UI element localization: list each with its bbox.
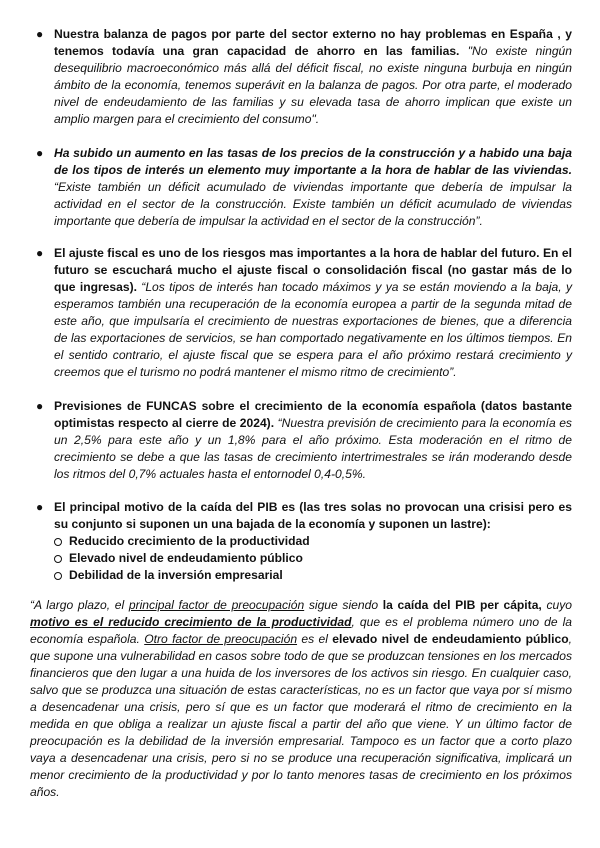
bold-phrase: elevado nivel de endeudamiento público <box>332 632 569 646</box>
hollow-bullet-icon <box>54 538 62 546</box>
bullet-dot: ● <box>36 146 44 160</box>
bullet-quote-text: “Existe también un déficit acumulado de viviendas importante que debería de impulsar la actividad en el sector de la construcción. Existe también un déficit acumulado de viviendas importante que debería de impulsar la actividad en el sector de la construcción”. <box>54 180 572 228</box>
bold-phrase: la caída del PIB per cápita, <box>382 598 542 612</box>
bullet-quote-text: “Los tipos de interés han tocado máximos y ya se están moviendo a la baja, y esperamos también una recuperación de la economía europea a partir de la segunda mitad de este año, que impulsaría el crecimiento de nuestras exportaciones de bienes, que a diferencia de las exportaciones de servicios, se han comportado negativamente en los últimos tiempos. En el sentido contrario, el ajuste fiscal que se espera para el año próximo restará crecimiento y creemos que el turismo no podrá mantener el mismo ritmo de crecimiento”. <box>54 280 572 379</box>
paragraph-text: , que es el problema número uno de la economía española. <box>30 615 572 646</box>
bullet-item-balanza <box>36 26 572 128</box>
sub-list <box>54 533 572 584</box>
bullet-dot: ● <box>36 500 44 514</box>
paragraph-text: es el <box>297 632 333 646</box>
bullet-dot: ● <box>36 27 44 41</box>
sub-list-item <box>54 567 572 584</box>
sub-list-item <box>54 550 572 567</box>
bullet-bold-text: El ajuste fiscal es uno de los riesgos mas importantes a la hora de hablar del futuro. En el futuro se escuchará mucho el ajuste fiscal o consolidación fiscal (no gastar más de lo que ingresas). <box>54 246 572 294</box>
underlined-phrase: Otro factor de preocupación <box>144 632 298 646</box>
bullet-quote-text: "No existe ningún desequilibrio macroeconómico más allá del déficit fiscal, no existe ninguna burbuja en ningún ámbito de la economía, tenemos superávit en la balanza de pagos. Por otra parte, el moderado nivel de endeudamiento de las familias y su elevada tasa de ahorro implican que existe un amplio margen para el crecimiento del consumo". <box>54 44 572 126</box>
bullet-item-funcas <box>36 398 572 483</box>
paragraph-text: sigue siendo <box>304 598 383 612</box>
sub-list-item-text: Debilidad de la inversión empresarial <box>69 568 283 582</box>
bold-underlined-phrase: motivo es el reducido crecimiento de la productividad <box>30 615 352 629</box>
sub-list-item-text: Reducido crecimiento de la productividad <box>69 534 310 548</box>
bullet-bold-text: Ha subido un aumento en las tasas de los precios de la construcción y a habido una baja de los tipos de interés un elemento muy importante a la hora de hablar de las viviendas. <box>54 146 572 177</box>
bullet-quote-text: “Nuestra previsión de crecimiento para la economía es un 2,5% para este año y un 1,8% para el año próximo. Esta moderación en el ritmo de crecimiento se debe a que las tasas de crecimiento intertrimestrales se irán moderando desde los ritmos del 0,7% actuales hasta el entornodel 0,4-0,5%. <box>54 416 572 481</box>
paragraph-text: cuyo <box>541 598 573 612</box>
bullet-dot: ● <box>36 399 44 413</box>
sub-list-item <box>54 533 572 550</box>
underlined-phrase: principal factor de preocupación <box>128 598 305 612</box>
sub-list-item-text: Elevado nivel de endeudamiento público <box>69 551 303 565</box>
hollow-bullet-icon <box>54 572 62 580</box>
paragraph-text: , que supone una vulnerabilidad en casos sobre todo de que se produzcan tensiones en los mercados financieros que den lugar a una huida de los inversores de los activos sin riesgo. En cualquier caso, salvo que se produzca una situación de estas características, no es un factor que vaya por sí mismo a desencadenar una crisis, pero sí que es un factor que moderará el ritmo de crecimiento en la medida en que obliga a realizar un ajuste fiscal a partir del año que viene. Y un último factor de preocupación es la debilidad de la inversión empresarial. Tampoco es un factor que a corto plazo vaya a desencadenar una crisis, pero si no se produce una recuperación significativa, implicará un menor crecimiento de la productividad y por lo tanto menores tasas de crecimiento en los próximos años. <box>30 632 572 799</box>
bullet-bold-text: Previsiones de FUNCAS sobre el crecimiento de la economía española (datos bastante optimistas respecto al cierre de 2024). <box>54 399 572 430</box>
bullet-bold-text: El principal motivo de la caída del PIB es (las tres solas no provocan una crisisi pero es su conjunto si suponen un una bajada de la economía y suponen un lastre): <box>54 500 572 531</box>
bullet-dot: ● <box>36 246 44 260</box>
paragraph-text: “A largo plazo, el <box>30 598 129 612</box>
bullet-item-caida-pib <box>36 499 572 584</box>
hollow-bullet-icon <box>54 555 62 563</box>
bullet-bold-text: Nuestra balanza de pagos por parte del sector externo no hay problemas en España , y tenemos todavía una gran capacidad de ahorro en las familias. <box>54 27 572 58</box>
bullet-item-ajuste-fiscal <box>36 245 572 381</box>
closing-paragraph <box>30 597 572 801</box>
bullet-item-construccion <box>36 145 572 230</box>
